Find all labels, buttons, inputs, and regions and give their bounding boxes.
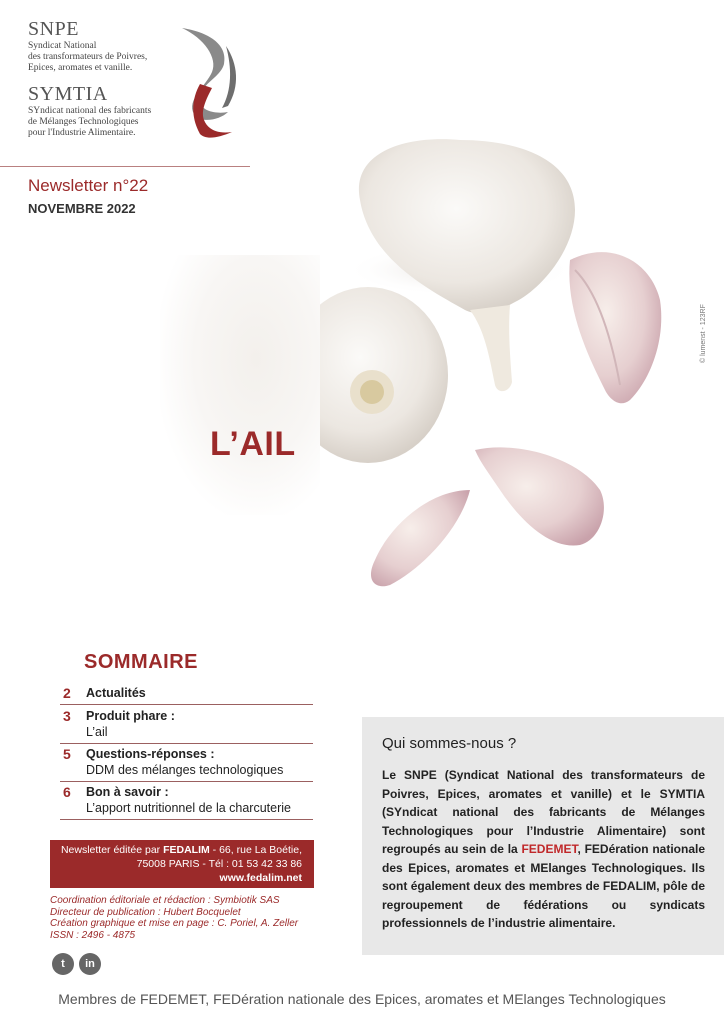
symtia-subtitle: SYndicat national des fabricants de Mélanges Technologiques pour l'Industrie Alimentaire. — [28, 106, 152, 138]
toc-heading: Bon à savoir : — [86, 785, 169, 799]
fedemet-highlight: FEDEMET — [521, 842, 578, 856]
linkedin-icon[interactable]: in — [79, 953, 101, 975]
snpe-name: SNPE — [28, 18, 79, 40]
symtia-name: SYMTIA — [28, 83, 108, 105]
toc-page-number: 2 — [63, 685, 71, 701]
photo-credit: © lumenst - 123RF — [700, 304, 707, 363]
footer-text: Membres de FEDEMET, FEDération nationale des Epices, aromates et MElanges Technologiques — [58, 991, 666, 1007]
about-body: Le SNPE (Syndicat National des transformateurs de Poivres, Epices, aromates et vanille) et le SYMTIA (SYndicat national des fabricants de Mélanges Technologiques pour l’Industrie Alimentaire) sont regroupés au sein de la FEDEMET, FEDération nationale des Epices, aromates et MElanges Technologiques. Ils sont également deux des membres de FEDALIM, pôle de regroupement de fédérations ou syndicats professionnels de l’industrie alimentaire. — [382, 768, 706, 930]
toc-item[interactable] — [60, 685, 313, 705]
garlic-fade — [160, 255, 320, 515]
about-panel — [362, 717, 724, 955]
credits-block: Coordination éditoriale et rédaction : Symbiotik SAS Directeur de publication : Hubert Bocquelet Création graphique et mise en page : C. Poriel, A. Zeller ISSN : 2496 - 4875 — [50, 895, 299, 941]
about-title: Qui sommes-nous ? — [382, 735, 517, 752]
newsletter-number: Newsletter n°22 — [28, 176, 149, 195]
sommaire-title: SOMMAIRE — [84, 651, 198, 673]
toc-item[interactable] — [60, 784, 313, 820]
toc-item[interactable] — [60, 746, 313, 782]
snpe-subtitle: Syndicat National des transformateurs de Poivres, Epices, aromates et vanille. — [28, 41, 148, 73]
toc-page-number: 6 — [63, 784, 71, 800]
publisher-address: 75008 PARIS - Tél : 01 53 42 33 86 — [136, 858, 302, 870]
publisher-box — [50, 840, 314, 888]
toc-item[interactable] — [60, 708, 313, 744]
toc-page-number: 3 — [63, 708, 71, 724]
toc-heading: Actualités — [86, 686, 146, 700]
header-divider — [0, 166, 250, 167]
newsletter-date: NOVEMBRE 2022 — [28, 201, 136, 216]
toc-subheading: L’apport nutritionnel de la charcuterie — [86, 801, 291, 815]
garlic-photo — [320, 130, 724, 640]
toc-heading: Questions-réponses : — [86, 747, 215, 761]
toc-subheading: DDM des mélanges technologiques — [86, 763, 284, 777]
toc-page-number: 5 — [63, 746, 71, 762]
toc-subheading: L’ail — [86, 725, 108, 739]
publisher-line1: Newsletter éditée par FEDALIM - 66, rue La Boétie, — [60, 844, 302, 856]
page-title: L’AIL — [210, 425, 296, 463]
snpe-symtia-logo — [178, 24, 248, 144]
publisher-website-link[interactable]: www.fedalim.net — [219, 872, 302, 884]
toc-heading: Produit phare : — [86, 709, 175, 723]
twitter-icon[interactable]: t — [52, 953, 74, 975]
